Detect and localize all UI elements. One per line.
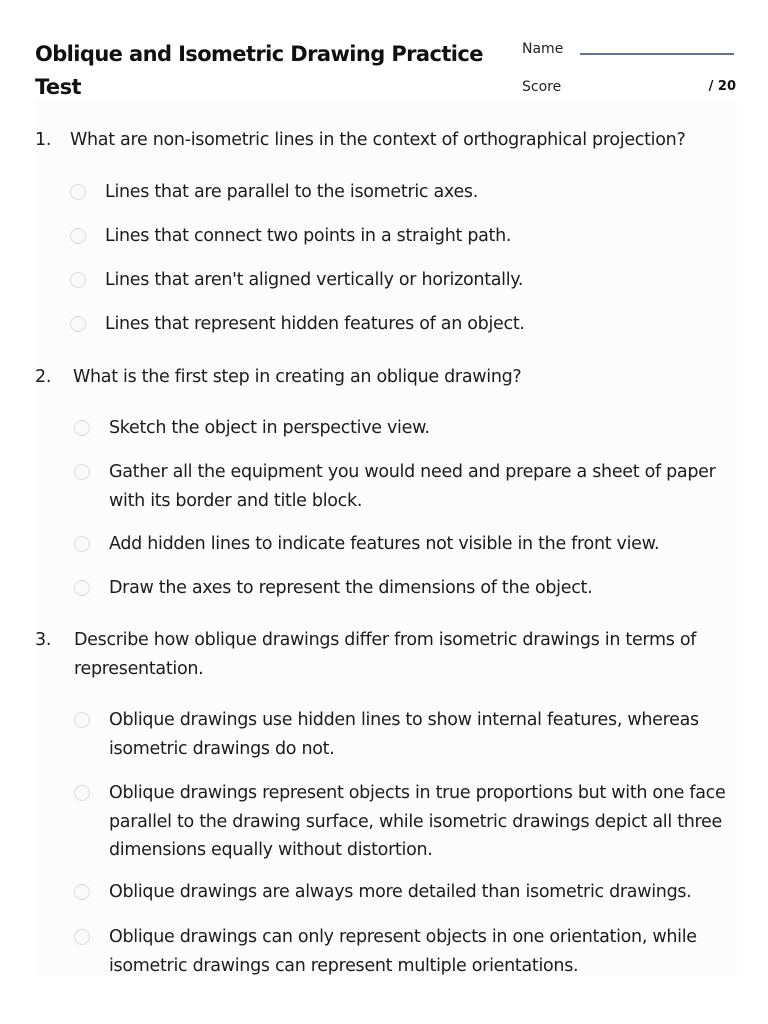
score-total: / 20	[708, 79, 736, 94]
score-label: Score	[522, 79, 562, 95]
answer-option[interactable]	[74, 414, 736, 443]
name-field[interactable]	[580, 53, 734, 55]
question-2	[35, 363, 735, 392]
radio-button[interactable]	[74, 884, 90, 900]
question-1	[35, 126, 735, 155]
radio-button[interactable]	[74, 464, 90, 480]
question-text: What are non-isometric lines in the context of orthographical projection?	[70, 130, 686, 150]
option-text: Oblique drawings can only represent objects in one orientation, while isometric drawings can represent multiple orientations.	[109, 927, 697, 976]
option-text: Oblique drawings use hidden lines to show internal features, whereas isometric drawings do not.	[109, 710, 699, 759]
radio-button[interactable]	[74, 536, 90, 552]
radio-button[interactable]	[70, 272, 86, 288]
radio-button[interactable]	[70, 184, 86, 200]
answer-option[interactable]	[74, 923, 736, 980]
option-text: Sketch the object in perspective view.	[109, 418, 430, 438]
answer-option[interactable]	[74, 530, 736, 559]
answer-option[interactable]	[70, 266, 730, 295]
option-text: Lines that are parallel to the isometric axes.	[105, 182, 478, 202]
radio-button[interactable]	[70, 316, 86, 332]
answer-option[interactable]	[74, 574, 736, 603]
option-text: Oblique drawings are always more detailed than isometric drawings.	[109, 882, 692, 902]
answer-option[interactable]	[74, 878, 736, 907]
option-text: Oblique drawings represent objects in true proportions but with one face parallel to the drawing surface, while isometric drawings depict all three dimensions equally without distortion.	[109, 783, 726, 860]
answer-option[interactable]	[70, 310, 730, 339]
radio-button[interactable]	[70, 228, 86, 244]
radio-button[interactable]	[74, 785, 90, 801]
radio-button[interactable]	[74, 580, 90, 596]
radio-button[interactable]	[74, 929, 90, 945]
question-3	[35, 626, 735, 684]
option-text: Draw the axes to represent the dimensions of the object.	[109, 578, 593, 598]
answer-option[interactable]	[70, 222, 730, 251]
option-text: Add hidden lines to indicate features not visible in the front view.	[109, 534, 660, 554]
answer-option[interactable]	[70, 178, 730, 207]
option-text: Gather all the equipment you would need and prepare a sheet of paper with its border and title block.	[109, 462, 716, 511]
page-title: Oblique and Isometric Drawing Practice Test	[35, 42, 483, 99]
option-text: Lines that represent hidden features of an object.	[105, 314, 525, 334]
name-label: Name	[522, 41, 564, 57]
answer-option[interactable]	[74, 779, 736, 865]
question-number: 2.	[35, 367, 52, 387]
question-text: Describe how oblique drawings differ from isometric drawings in terms of representation.	[74, 630, 697, 679]
option-text: Lines that aren't aligned vertically or horizontally.	[105, 270, 524, 290]
answer-option[interactable]	[74, 458, 736, 515]
question-number: 3.	[35, 630, 52, 650]
option-text: Lines that connect two points in a straight path.	[105, 226, 512, 246]
question-text: What is the first step in creating an oblique drawing?	[73, 367, 522, 387]
radio-button[interactable]	[74, 712, 90, 728]
radio-button[interactable]	[74, 420, 90, 436]
question-number: 1.	[35, 130, 52, 150]
answer-option[interactable]	[74, 706, 736, 763]
